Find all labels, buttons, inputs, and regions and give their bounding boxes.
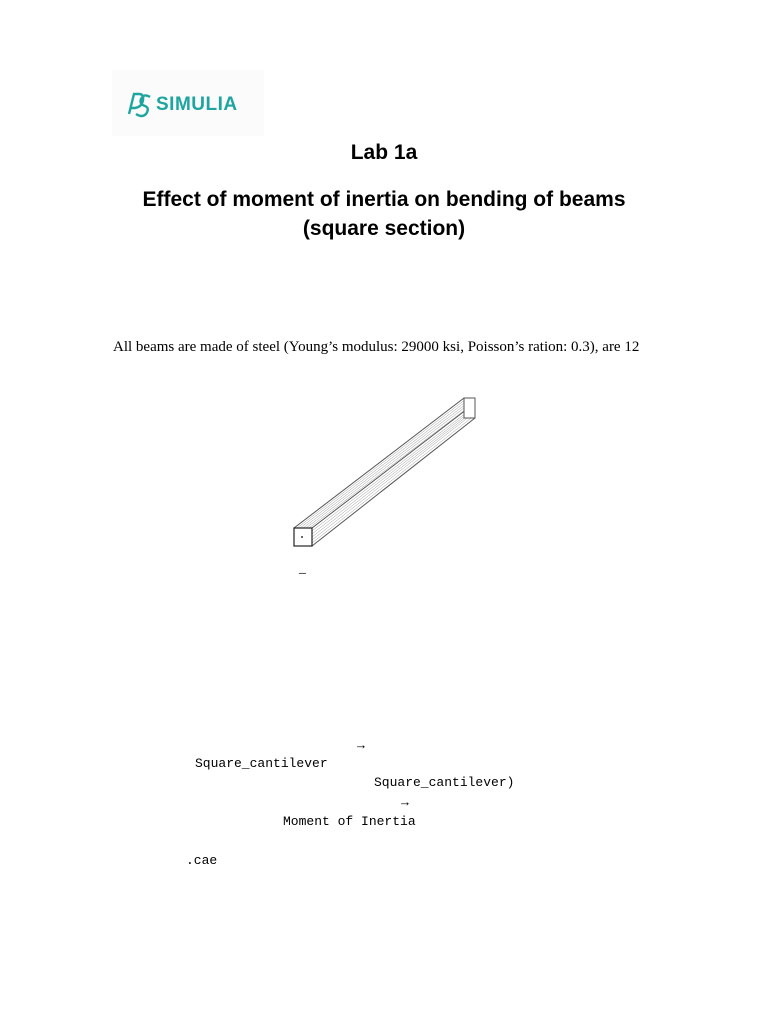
square-beam-icon (290, 392, 480, 552)
main-title-line1: Effect of moment of inertia on bending of beams (142, 188, 626, 211)
model-name: Square_cantilever (195, 756, 328, 771)
main-title (0, 185, 768, 243)
intro-text: All beams are made of steel (Young’s modulus: 29000 ksi, Poisson’s ration: 0.3), are 12 (113, 339, 640, 355)
logo-text: SIMULIA (156, 94, 238, 115)
file-extension: .cae (186, 853, 218, 868)
model-name-paren: Square_cantilever) (374, 775, 515, 790)
lab-title: Lab 1a (350, 141, 418, 164)
main-title-line2: (square section) (302, 217, 466, 240)
arrow-2: → (401, 795, 409, 810)
figure-caption: _ (299, 561, 306, 576)
simulia-logo (112, 70, 264, 136)
moment-label: Moment of Inertia (283, 814, 416, 829)
ds-logo-icon (126, 90, 152, 118)
arrow-1: → (357, 738, 365, 753)
